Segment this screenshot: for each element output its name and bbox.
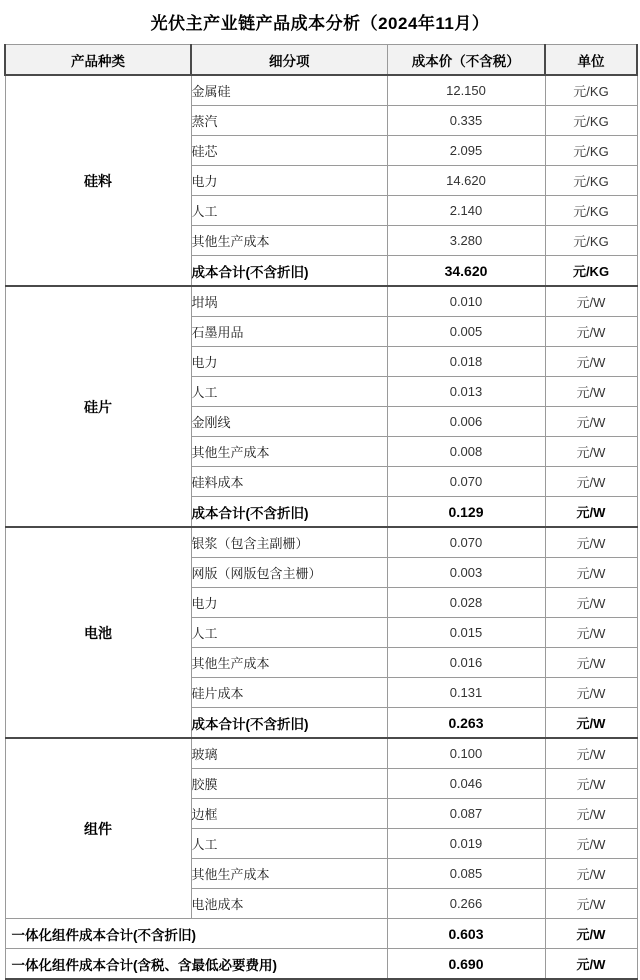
category-cell-cell: 电池: [5, 527, 191, 738]
value-cell: 0.005: [387, 317, 545, 347]
item-cell: 胶膜: [191, 769, 387, 799]
item-cell: 电力: [191, 347, 387, 377]
subtotal-label: 成本合计(不含折旧): [191, 497, 387, 528]
page-title: 光伏主产业链产品成本分析（2024年11月）: [150, 14, 490, 33]
value-cell: 2.095: [387, 136, 545, 166]
unit-cell: 元/W: [545, 377, 637, 407]
total-row: [5, 919, 637, 949]
subtotal-value: 0.129: [387, 497, 545, 528]
table-row: [5, 286, 637, 317]
value-cell: 0.028: [387, 588, 545, 618]
item-cell: 人工: [191, 829, 387, 859]
subtotal-unit: 元/W: [545, 497, 637, 528]
total-label: 一体化组件成本合计(含税、含最低必要费用): [5, 949, 387, 980]
value-cell: 0.266: [387, 889, 545, 919]
unit-cell: 元/W: [545, 317, 637, 347]
unit-cell: 元/KG: [545, 166, 637, 196]
unit-cell: 元/W: [545, 799, 637, 829]
unit-cell: 元/W: [545, 437, 637, 467]
unit-cell: 元/W: [545, 859, 637, 889]
unit-cell: 元/KG: [545, 226, 637, 256]
item-cell: 其他生产成本: [191, 226, 387, 256]
value-cell: 0.013: [387, 377, 545, 407]
value-cell: 0.131: [387, 678, 545, 708]
unit-cell: 元/KG: [545, 136, 637, 166]
value-cell: 0.008: [387, 437, 545, 467]
unit-cell: 元/W: [545, 889, 637, 919]
subtotal-value: 34.620: [387, 256, 545, 287]
item-cell: 电力: [191, 166, 387, 196]
value-cell: 0.006: [387, 407, 545, 437]
value-cell: 0.018: [387, 347, 545, 377]
total-row: [5, 949, 637, 980]
item-cell: 坩埚: [191, 286, 387, 317]
item-cell: 玻璃: [191, 738, 387, 769]
item-cell: 人工: [191, 196, 387, 226]
value-cell: 2.140: [387, 196, 545, 226]
unit-cell: 元/W: [545, 618, 637, 648]
value-cell: 0.087: [387, 799, 545, 829]
subtotal-unit: 元/KG: [545, 256, 637, 287]
item-cell: 银浆（包含主副栅）: [191, 527, 387, 558]
value-cell: 0.003: [387, 558, 545, 588]
table-row: [5, 738, 637, 769]
total-value: 0.603: [387, 919, 545, 949]
category-cell-silicon-material: 硅料: [5, 75, 191, 286]
column-header-item: 细分项: [191, 45, 387, 76]
value-cell: 0.085: [387, 859, 545, 889]
cost-analysis-table: [4, 44, 638, 980]
item-cell: 边框: [191, 799, 387, 829]
unit-cell: 元/W: [545, 829, 637, 859]
item-cell: 蒸汽: [191, 106, 387, 136]
subtotal-unit: 元/W: [545, 708, 637, 739]
item-cell: 人工: [191, 377, 387, 407]
table-row: [5, 75, 637, 106]
value-cell: 0.010: [387, 286, 545, 317]
unit-cell: 元/KG: [545, 75, 637, 106]
unit-cell: 元/W: [545, 347, 637, 377]
unit-cell: 元/KG: [545, 196, 637, 226]
value-cell: 0.015: [387, 618, 545, 648]
item-cell: 硅料成本: [191, 467, 387, 497]
item-cell: 电池成本: [191, 889, 387, 919]
total-unit: 元/W: [545, 919, 637, 949]
column-header-unit: 单位: [545, 45, 637, 76]
category-cell-module: 组件: [5, 738, 191, 919]
value-cell: 14.620: [387, 166, 545, 196]
value-cell: 0.019: [387, 829, 545, 859]
unit-cell: 元/KG: [545, 106, 637, 136]
item-cell: 硅芯: [191, 136, 387, 166]
value-cell: 12.150: [387, 75, 545, 106]
table-header: [5, 45, 637, 76]
item-cell: 其他生产成本: [191, 648, 387, 678]
total-label: 一体化组件成本合计(不含折旧): [5, 919, 387, 949]
total-value: 0.690: [387, 949, 545, 980]
category-cell-wafer: 硅片: [5, 286, 191, 527]
header-row: [5, 45, 637, 76]
item-cell: 其他生产成本: [191, 859, 387, 889]
unit-cell: 元/W: [545, 467, 637, 497]
unit-cell: 元/W: [545, 738, 637, 769]
unit-cell: 元/W: [545, 286, 637, 317]
subtotal-label: 成本合计(不含折旧): [191, 256, 387, 287]
unit-cell: 元/W: [545, 407, 637, 437]
unit-cell: 元/W: [545, 527, 637, 558]
table-body: [5, 75, 637, 979]
item-cell: 人工: [191, 618, 387, 648]
total-unit: 元/W: [545, 949, 637, 980]
subtotal-label: 成本合计(不含折旧): [191, 708, 387, 739]
item-cell: 硅片成本: [191, 678, 387, 708]
value-cell: 0.016: [387, 648, 545, 678]
value-cell: 0.100: [387, 738, 545, 769]
column-header-category: 产品种类: [5, 45, 191, 76]
value-cell: 0.046: [387, 769, 545, 799]
table-row: [5, 527, 637, 558]
item-cell: 网版（网版包含主栅）: [191, 558, 387, 588]
unit-cell: 元/W: [545, 648, 637, 678]
unit-cell: 元/W: [545, 678, 637, 708]
value-cell: 0.070: [387, 467, 545, 497]
unit-cell: 元/W: [545, 588, 637, 618]
item-cell: 电力: [191, 588, 387, 618]
unit-cell: 元/W: [545, 769, 637, 799]
value-cell: 3.280: [387, 226, 545, 256]
item-cell: 金刚线: [191, 407, 387, 437]
item-cell: 金属硅: [191, 75, 387, 106]
value-cell: 0.070: [387, 527, 545, 558]
unit-cell: 元/W: [545, 558, 637, 588]
item-cell: 石墨用品: [191, 317, 387, 347]
column-header-cost: 成本价（不含税）: [387, 45, 545, 76]
item-cell: 其他生产成本: [191, 437, 387, 467]
subtotal-value: 0.263: [387, 708, 545, 739]
value-cell: 0.335: [387, 106, 545, 136]
